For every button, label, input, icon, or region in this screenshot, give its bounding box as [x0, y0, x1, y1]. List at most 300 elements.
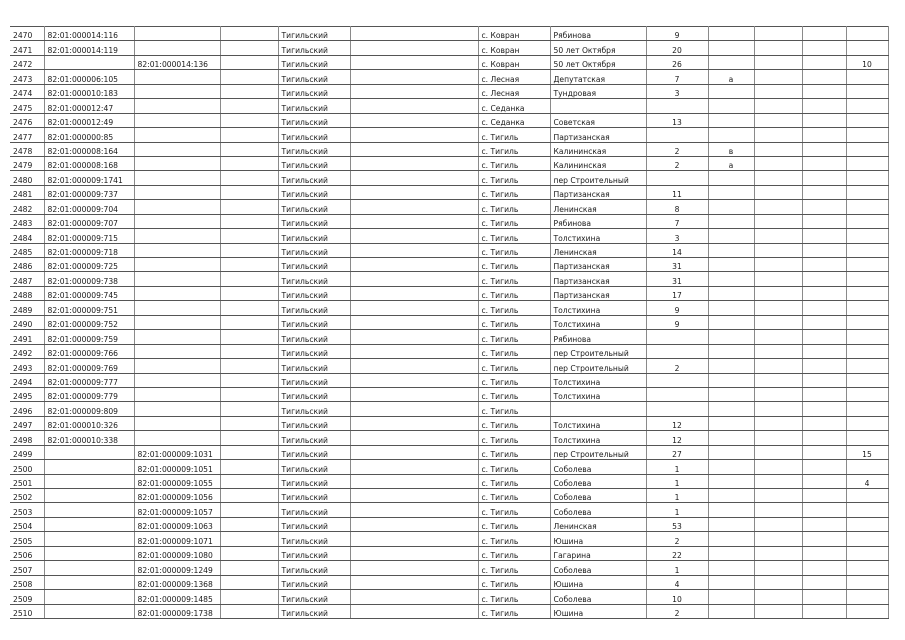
- cell-street: Ленинская: [550, 243, 646, 257]
- cell-empty: [350, 113, 478, 127]
- cell-house: 2: [646, 604, 708, 618]
- table-row: [10, 575, 888, 589]
- cell-settlement: с. Тигиль: [478, 431, 550, 445]
- cell-cad1: 82:01:000014:116: [44, 27, 134, 41]
- cell-street: Рябинова: [550, 214, 646, 228]
- cell-empty: [350, 532, 478, 546]
- cell-empty: [350, 561, 478, 575]
- cell-extra: [846, 301, 888, 315]
- cell-street: 50 лет Октября: [550, 55, 646, 69]
- table-row: [10, 445, 888, 459]
- cell-extra: [846, 171, 888, 185]
- cell-district: Тигильский: [278, 171, 350, 185]
- cell-letter: [708, 301, 754, 315]
- cell-empty: [220, 171, 278, 185]
- cell-empty: [802, 84, 846, 98]
- cell-district: Тигильский: [278, 532, 350, 546]
- cell-settlement: с. Тигиль: [478, 575, 550, 589]
- cell-empty: [754, 474, 802, 488]
- cell-cad1: 82:01:000009:725: [44, 258, 134, 272]
- cell-district: Тигильский: [278, 272, 350, 286]
- cell-empty: [220, 84, 278, 98]
- cell-house: 3: [646, 229, 708, 243]
- cell-n: 2492: [10, 344, 44, 358]
- cell-letter: в: [708, 142, 754, 156]
- cell-cad1: 82:01:000000:85: [44, 128, 134, 142]
- cell-district: Тигильский: [278, 387, 350, 401]
- cell-extra: [846, 156, 888, 170]
- cell-empty: [350, 243, 478, 257]
- cell-empty: [350, 142, 478, 156]
- cell-cad1: 82:01:000009:809: [44, 402, 134, 416]
- cell-empty: [754, 258, 802, 272]
- cell-district: Тигильский: [278, 344, 350, 358]
- cell-empty: [220, 416, 278, 430]
- cell-cad1: [44, 590, 134, 604]
- cell-cad1: 82:01:000014:119: [44, 41, 134, 55]
- cell-district: Тигильский: [278, 445, 350, 459]
- cell-cad2: 82:01:000009:1071: [134, 532, 220, 546]
- cell-empty: [802, 575, 846, 589]
- table-row: [10, 258, 888, 272]
- cell-extra: [846, 431, 888, 445]
- cell-cad1: 82:01:000009:752: [44, 315, 134, 329]
- cell-extra: [846, 41, 888, 55]
- cell-empty: [220, 113, 278, 127]
- table-row: [10, 301, 888, 315]
- cell-extra: [846, 503, 888, 517]
- cell-street: Ленинская: [550, 517, 646, 531]
- cell-empty: [754, 200, 802, 214]
- cell-cad1: 82:01:000009:707: [44, 214, 134, 228]
- cell-letter: [708, 431, 754, 445]
- cell-house: 22: [646, 546, 708, 560]
- cell-empty: [220, 315, 278, 329]
- cell-cad2: 82:01:000009:1080: [134, 546, 220, 560]
- cell-extra: [846, 330, 888, 344]
- cell-empty: [220, 286, 278, 300]
- cell-empty: [802, 416, 846, 430]
- cell-cad2: [134, 41, 220, 55]
- cell-district: Тигильский: [278, 315, 350, 329]
- cell-settlement: с. Тигиль: [478, 359, 550, 373]
- cell-letter: [708, 445, 754, 459]
- cell-empty: [754, 416, 802, 430]
- cell-cad1: [44, 445, 134, 459]
- cell-district: Тигильский: [278, 604, 350, 618]
- cell-letter: [708, 243, 754, 257]
- table-row: [10, 84, 888, 98]
- cell-n: 2495: [10, 387, 44, 401]
- cell-empty: [350, 156, 478, 170]
- cell-house: [646, 344, 708, 358]
- cell-district: Тигильский: [278, 561, 350, 575]
- cell-cad1: [44, 460, 134, 474]
- cell-empty: [350, 359, 478, 373]
- cell-letter: а: [708, 70, 754, 84]
- cell-extra: [846, 243, 888, 257]
- cell-empty: [350, 128, 478, 142]
- cell-settlement: с. Тигиль: [478, 156, 550, 170]
- cell-street: Соболева: [550, 590, 646, 604]
- cell-extra: 15: [846, 445, 888, 459]
- cell-empty: [350, 330, 478, 344]
- cell-cad2: [134, 142, 220, 156]
- cell-cad2: [134, 416, 220, 430]
- cell-cad1: 82:01:000009:777: [44, 373, 134, 387]
- cell-cad2: [134, 243, 220, 257]
- cell-extra: [846, 460, 888, 474]
- cell-letter: [708, 402, 754, 416]
- cell-cad2: [134, 113, 220, 127]
- cell-cad1: 82:01:000010:338: [44, 431, 134, 445]
- cell-empty: [802, 503, 846, 517]
- cell-house: 9: [646, 301, 708, 315]
- cell-extra: [846, 546, 888, 560]
- cell-district: Тигильский: [278, 156, 350, 170]
- cell-empty: [754, 41, 802, 55]
- cell-extra: [846, 286, 888, 300]
- cell-empty: [350, 171, 478, 185]
- cell-district: Тигильский: [278, 503, 350, 517]
- cell-empty: [350, 344, 478, 358]
- table-row: [10, 416, 888, 430]
- cell-empty: [754, 70, 802, 84]
- cell-settlement: с. Тигиль: [478, 330, 550, 344]
- cell-empty: [220, 55, 278, 69]
- cell-settlement: с. Тигиль: [478, 286, 550, 300]
- table-row: [10, 41, 888, 55]
- cell-empty: [754, 243, 802, 257]
- cell-empty: [802, 460, 846, 474]
- cell-empty: [802, 41, 846, 55]
- cell-extra: [846, 532, 888, 546]
- cell-cad2: [134, 84, 220, 98]
- cell-empty: [754, 55, 802, 69]
- cell-letter: [708, 532, 754, 546]
- cell-empty: [754, 561, 802, 575]
- cell-empty: [220, 27, 278, 41]
- cell-empty: [220, 200, 278, 214]
- table-row: [10, 402, 888, 416]
- table-row: [10, 243, 888, 257]
- cell-empty: [754, 84, 802, 98]
- cell-empty: [754, 387, 802, 401]
- table-row: [10, 590, 888, 604]
- cell-cad1: 82:01:000008:164: [44, 142, 134, 156]
- cell-empty: [802, 128, 846, 142]
- cell-cad2: 82:01:000009:1368: [134, 575, 220, 589]
- cell-letter: [708, 185, 754, 199]
- table-row: [10, 286, 888, 300]
- cell-n: 2507: [10, 561, 44, 575]
- cell-extra: [846, 272, 888, 286]
- cell-cad1: 82:01:000009:737: [44, 185, 134, 199]
- cell-street: 50 лет Октября: [550, 41, 646, 55]
- cell-empty: [802, 402, 846, 416]
- cell-letter: [708, 460, 754, 474]
- cell-n: 2496: [10, 402, 44, 416]
- table-row: [10, 171, 888, 185]
- cell-settlement: с. Тигиль: [478, 460, 550, 474]
- cell-cad1: [44, 575, 134, 589]
- cell-cad1: 82:01:000009:751: [44, 301, 134, 315]
- cell-district: Тигильский: [278, 55, 350, 69]
- cell-district: Тигильский: [278, 128, 350, 142]
- cell-empty: [350, 229, 478, 243]
- cell-extra: [846, 142, 888, 156]
- cell-house: 2: [646, 156, 708, 170]
- table-row: [10, 387, 888, 401]
- cell-empty: [754, 214, 802, 228]
- cell-extra: [846, 315, 888, 329]
- cell-street: Гагарина: [550, 546, 646, 560]
- cell-letter: [708, 272, 754, 286]
- cell-empty: [220, 258, 278, 272]
- cell-cad2: [134, 171, 220, 185]
- cell-letter: [708, 330, 754, 344]
- cell-house: 7: [646, 214, 708, 228]
- cell-n: 2489: [10, 301, 44, 315]
- cell-n: 2510: [10, 604, 44, 618]
- table-row: [10, 185, 888, 199]
- cell-house: 10: [646, 590, 708, 604]
- cell-empty: [220, 546, 278, 560]
- cell-empty: [220, 373, 278, 387]
- cell-house: 2: [646, 359, 708, 373]
- cell-district: Тигильский: [278, 84, 350, 98]
- cell-district: Тигильский: [278, 416, 350, 430]
- cell-cad1: [44, 604, 134, 618]
- table-row: [10, 561, 888, 575]
- cell-empty: [350, 445, 478, 459]
- cell-settlement: с. Лесная: [478, 70, 550, 84]
- cell-empty: [350, 575, 478, 589]
- cell-cad1: 82:01:000010:183: [44, 84, 134, 98]
- cell-empty: [754, 460, 802, 474]
- cell-letter: [708, 503, 754, 517]
- cell-house: 31: [646, 258, 708, 272]
- cell-district: Тигильский: [278, 575, 350, 589]
- cell-cad2: 82:01:000009:1055: [134, 474, 220, 488]
- cell-house: 9: [646, 315, 708, 329]
- cell-cad1: 82:01:000012:49: [44, 113, 134, 127]
- cell-letter: [708, 575, 754, 589]
- cell-empty: [350, 286, 478, 300]
- cell-extra: [846, 416, 888, 430]
- cell-house: 4: [646, 575, 708, 589]
- cell-empty: [802, 185, 846, 199]
- cell-empty: [754, 373, 802, 387]
- cell-empty: [754, 330, 802, 344]
- cell-empty: [350, 460, 478, 474]
- cell-house: 12: [646, 416, 708, 430]
- table-body: [10, 27, 888, 619]
- cell-n: 2480: [10, 171, 44, 185]
- table-row: [10, 503, 888, 517]
- cell-empty: [220, 445, 278, 459]
- cell-empty: [802, 489, 846, 503]
- cell-empty: [220, 214, 278, 228]
- cell-cad2: 82:01:000014:136: [134, 55, 220, 69]
- cell-cad1: [44, 546, 134, 560]
- cell-letter: [708, 113, 754, 127]
- cell-settlement: с. Тигиль: [478, 258, 550, 272]
- cell-empty: [802, 171, 846, 185]
- cell-empty: [754, 431, 802, 445]
- cell-cad1: 82:01:000009:745: [44, 286, 134, 300]
- cell-empty: [754, 590, 802, 604]
- cell-empty: [350, 315, 478, 329]
- cell-empty: [802, 229, 846, 243]
- cell-n: 2509: [10, 590, 44, 604]
- cell-house: 17: [646, 286, 708, 300]
- cell-n: 2474: [10, 84, 44, 98]
- cell-street: Партизанская: [550, 272, 646, 286]
- cell-empty: [350, 27, 478, 41]
- cell-extra: [846, 99, 888, 113]
- cell-cad2: 82:01:000009:1738: [134, 604, 220, 618]
- cell-settlement: с. Тигиль: [478, 532, 550, 546]
- cell-street: Партизанская: [550, 128, 646, 142]
- cell-empty: [220, 460, 278, 474]
- cell-extra: [846, 185, 888, 199]
- cell-district: Тигильский: [278, 27, 350, 41]
- cell-empty: [802, 546, 846, 560]
- cell-cad2: 82:01:000009:1063: [134, 517, 220, 531]
- cell-empty: [802, 142, 846, 156]
- cell-empty: [350, 272, 478, 286]
- table-row: [10, 272, 888, 286]
- cell-cad2: [134, 70, 220, 84]
- cell-district: Тигильский: [278, 517, 350, 531]
- cell-extra: [846, 489, 888, 503]
- cell-cad1: [44, 503, 134, 517]
- cell-district: Тигильский: [278, 142, 350, 156]
- cell-n: 2484: [10, 229, 44, 243]
- cell-settlement: с. Ковран: [478, 27, 550, 41]
- cell-house: 27: [646, 445, 708, 459]
- cell-empty: [802, 431, 846, 445]
- cell-empty: [350, 604, 478, 618]
- cell-extra: [846, 517, 888, 531]
- cell-cad2: 82:01:000009:1056: [134, 489, 220, 503]
- table-row: [10, 142, 888, 156]
- cell-empty: [754, 142, 802, 156]
- cell-empty: [754, 359, 802, 373]
- cell-letter: [708, 416, 754, 430]
- table-row: [10, 546, 888, 560]
- cell-empty: [350, 99, 478, 113]
- cell-empty: [220, 301, 278, 315]
- cell-cad2: [134, 99, 220, 113]
- cell-n: 2504: [10, 517, 44, 531]
- cell-empty: [220, 532, 278, 546]
- cell-settlement: с. Тигиль: [478, 243, 550, 257]
- cell-empty: [220, 229, 278, 243]
- cell-empty: [754, 546, 802, 560]
- cell-street: Юшина: [550, 575, 646, 589]
- cell-house: 2: [646, 532, 708, 546]
- cell-cad1: [44, 561, 134, 575]
- cell-district: Тигильский: [278, 41, 350, 55]
- table-row: [10, 128, 888, 142]
- cell-house: 1: [646, 474, 708, 488]
- cell-empty: [220, 70, 278, 84]
- cell-district: Тигильский: [278, 243, 350, 257]
- cell-n: 2478: [10, 142, 44, 156]
- cell-empty: [220, 272, 278, 286]
- cell-n: 2481: [10, 185, 44, 199]
- cell-empty: [350, 546, 478, 560]
- cell-street: Рябинова: [550, 330, 646, 344]
- cell-house: [646, 373, 708, 387]
- cell-cad2: [134, 359, 220, 373]
- cell-extra: [846, 387, 888, 401]
- cell-house: [646, 330, 708, 344]
- cell-empty: [220, 474, 278, 488]
- cell-street: Толстихина: [550, 373, 646, 387]
- cell-n: 2494: [10, 373, 44, 387]
- cell-letter: [708, 474, 754, 488]
- table-row: [10, 200, 888, 214]
- table-row: [10, 373, 888, 387]
- cell-cad2: 82:01:000009:1031: [134, 445, 220, 459]
- cell-settlement: с. Тигиль: [478, 229, 550, 243]
- cell-letter: [708, 489, 754, 503]
- cell-empty: [802, 258, 846, 272]
- cell-settlement: с. Седанка: [478, 99, 550, 113]
- cell-settlement: с. Ковран: [478, 55, 550, 69]
- cell-empty: [220, 142, 278, 156]
- cell-n: 2501: [10, 474, 44, 488]
- cell-empty: [350, 301, 478, 315]
- cell-empty: [802, 373, 846, 387]
- cell-house: 26: [646, 55, 708, 69]
- cell-empty: [350, 503, 478, 517]
- cell-empty: [754, 489, 802, 503]
- cell-empty: [802, 330, 846, 344]
- cell-empty: [350, 185, 478, 199]
- cell-empty: [802, 561, 846, 575]
- cell-cad1: 82:01:000009:704: [44, 200, 134, 214]
- cell-letter: [708, 200, 754, 214]
- cell-n: 2498: [10, 431, 44, 445]
- cell-empty: [754, 532, 802, 546]
- cell-cad2: [134, 373, 220, 387]
- cell-letter: [708, 387, 754, 401]
- cell-street: Юшина: [550, 604, 646, 618]
- cell-settlement: с. Тигиль: [478, 474, 550, 488]
- cell-empty: [802, 301, 846, 315]
- cell-extra: [846, 229, 888, 243]
- cell-street: пер Строительный: [550, 344, 646, 358]
- cell-empty: [220, 575, 278, 589]
- cell-empty: [350, 41, 478, 55]
- cell-district: Тигильский: [278, 546, 350, 560]
- cell-street: Толстихина: [550, 416, 646, 430]
- cell-settlement: с. Седанка: [478, 113, 550, 127]
- cell-n: 2486: [10, 258, 44, 272]
- cell-settlement: с. Тигиль: [478, 590, 550, 604]
- cell-empty: [802, 474, 846, 488]
- cell-cad2: [134, 229, 220, 243]
- cell-cad2: [134, 387, 220, 401]
- cell-district: Тигильский: [278, 489, 350, 503]
- cell-cad1: [44, 55, 134, 69]
- cell-empty: [802, 445, 846, 459]
- cell-cad2: [134, 214, 220, 228]
